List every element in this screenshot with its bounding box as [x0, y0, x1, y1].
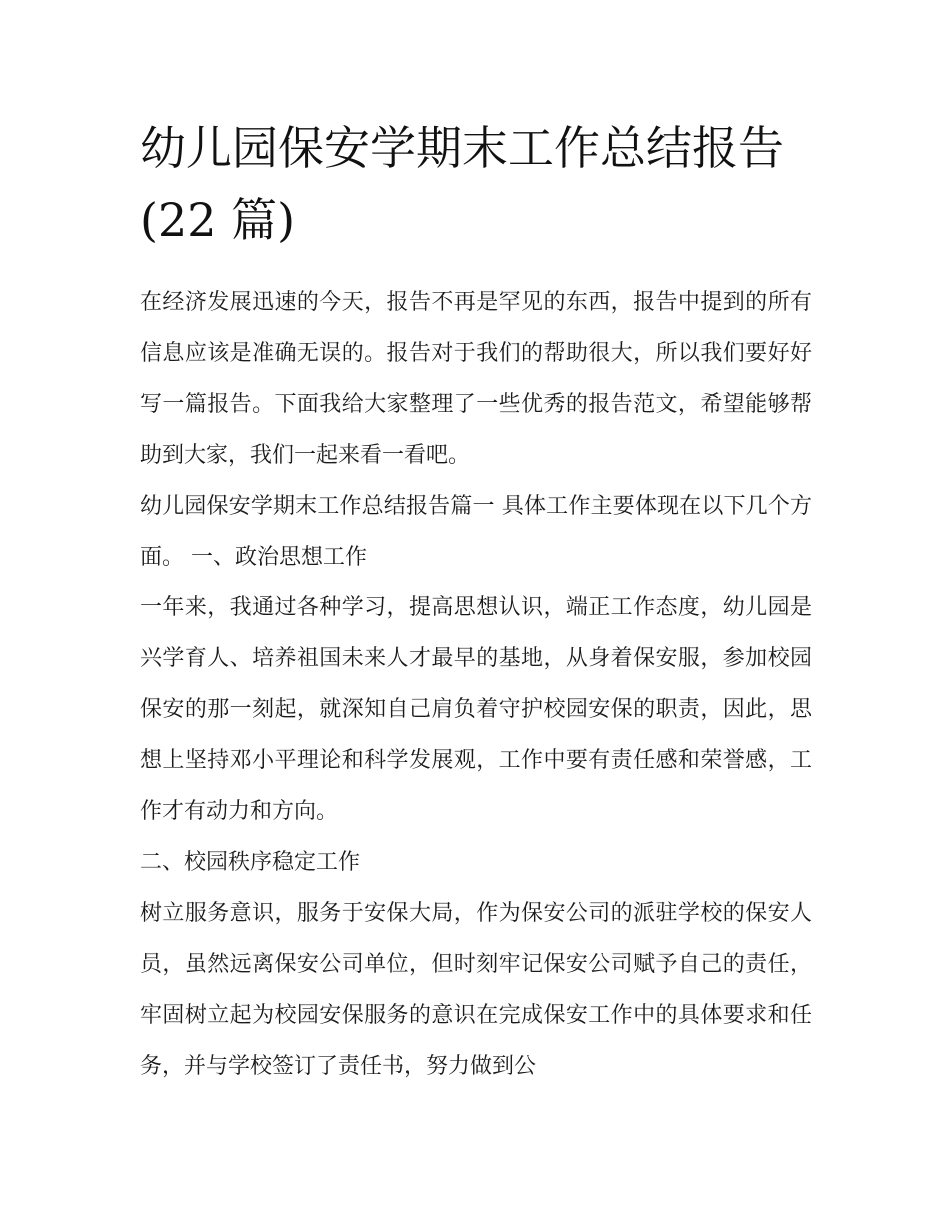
- paragraph-section-one-heading: 幼儿园保安学期末工作总结报告篇一 具体工作主要体现在以下几个方面。 一、政治思想工作: [140, 493, 812, 570]
- paragraph-political-work: 一年来，我通过各种学习，提高思想认识，端正工作态度，幼儿园是兴学育人、培养祖国未来人才最早的基地，从身着保安服，参加校园保安的那一刻起，就深知自己肩负着守护校园安保的职责，因此，思想上坚持邓小平理论和科学发展观，工作中要有责任感和荣誉感，工作才有动力和方向。: [140, 595, 812, 825]
- paragraph-service-awareness: 树立服务意识，服务于安保大局，作为保安公司的派驻学校的保安人员，虽然远离保安公司单位，但时刻牢记保安公司赋予自己的责任，牢固树立起为校园安保服务的意识在完成保安工作中的具体要求和任务，并与学校签订了责任书，努力做到公: [140, 900, 812, 1079]
- paragraph-section-two-heading: 二、校园秩序稳定工作: [140, 849, 361, 875]
- document-body: [140, 112, 812, 1093]
- document-title: 幼儿园保安学期末工作总结报告(22 篇): [140, 121, 784, 247]
- paragraph-intro: 在经济发展迅速的今天，报告不再是罕见的东西，报告中提到的所有信息应该是准确无误的。报告对于我们的帮助很大，所以我们要好好写一篇报告。下面我给大家整理了一些优秀的报告范文，希望能够帮助到大家，我们一起来看一看吧。: [140, 290, 812, 468]
- paragraph-list: [140, 278, 812, 1093]
